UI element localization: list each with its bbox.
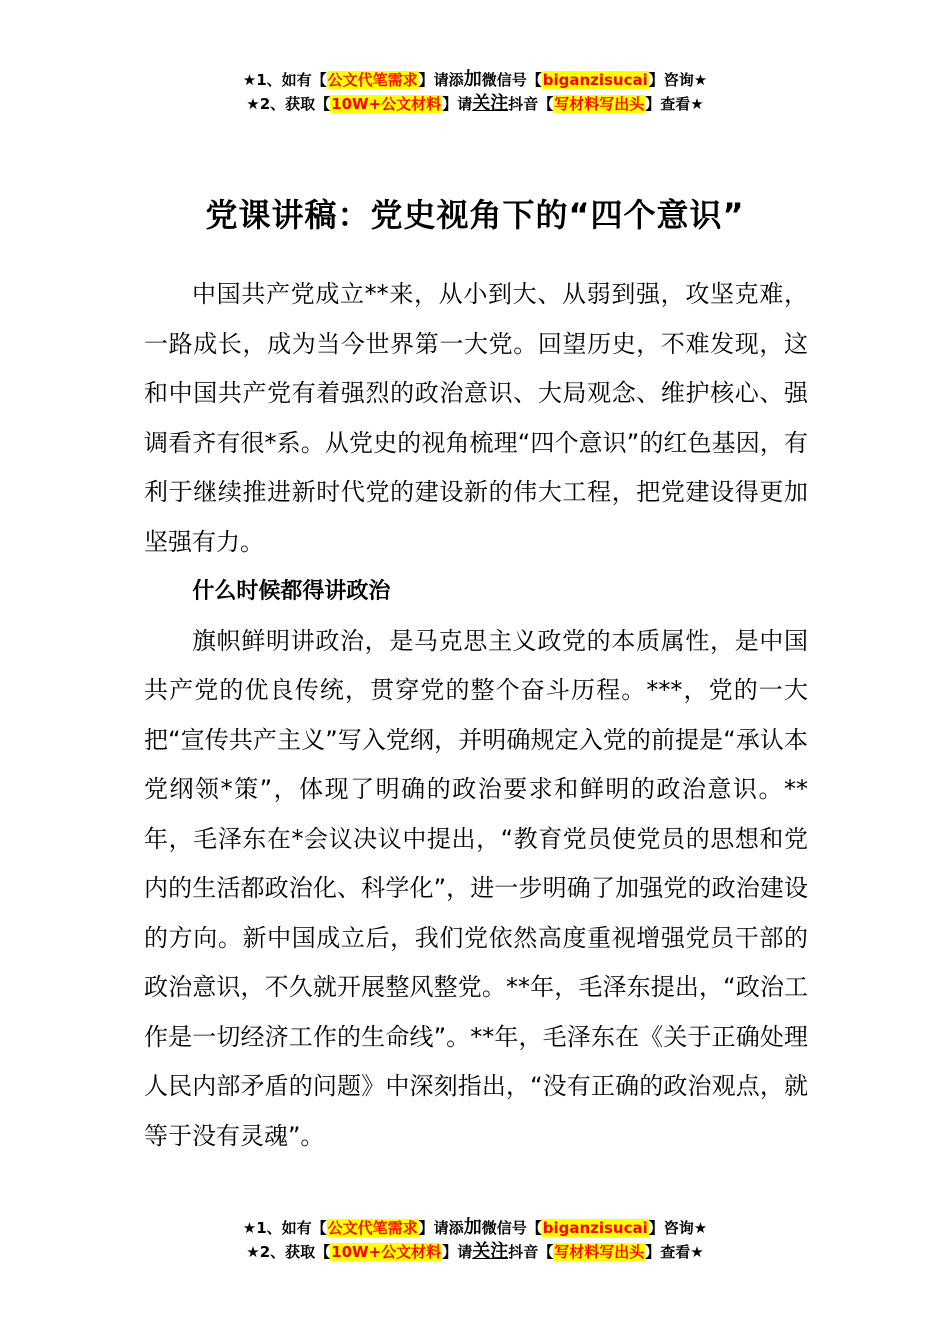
banner-line-1: ★1、如有【公文代笔需求】请添加微信号【biganzisucai】咨询★ (242, 69, 708, 90)
highlight-service: 公文代笔需求 (327, 71, 418, 89)
header-banner (0, 68, 950, 116)
banner-line-2: ★2、获取【10W+公文材料】请关注抖音【写材料写出头】查看★ (246, 93, 704, 114)
paragraph-intro: 中国共产党成立**来，从小到大、从弱到强，攻坚克难，一路成长，成为当今世界第一大党。回望历史，不难发现，这和中国共产党有着强烈的政治意识、大局观念、维护核心、强调看齐有很*系。从党史的视角梳理“四个意识”的红色基因，有利于继续推进新时代党的建设新的伟大工程，把党建设得更加坚强有力。 (144, 280, 808, 556)
section-heading: 什么时候都得讲政治 (192, 579, 391, 604)
banner-line-2: ★2、获取【10W+公文材料】请关注抖音【写材料写出头】查看★ (246, 1241, 704, 1262)
banner-line-1: ★1、如有【公文代笔需求】请添加微信号【biganzisucai】咨询★ (242, 1217, 708, 1238)
highlight-douyin-account: 写材料写出头 (554, 1243, 645, 1261)
highlight-douyin-account: 写材料写出头 (554, 95, 645, 113)
footer-banner (0, 1216, 950, 1264)
highlight-materials: 10W+公文材料 (331, 95, 442, 113)
highlight-wechat-id: biganzisucai (542, 71, 648, 89)
highlight-materials: 10W+公文材料 (331, 1243, 442, 1261)
paragraph-politics: 旗帜鲜明讲政治，是马克思主义政党的本质属性，是中国共产党的优良传统，贯穿党的整个奋斗历程。***，党的一大把“宣传共产主义”写入党纲，并明确规定入党的前提是“承认本党纲领*策”，体现了明确的政治要求和鲜明的政治意识。**年，毛泽东在*会议决议中提出，“教育党员使党员的思想和党内的生活都政治化、科学化”，进一步明确了加强党的政治建设的方向。新中国成立后，我们党依然高度重视增强党员干部的政治意识，不久就开展整风整党。**年，毛泽东提出，“政治工作是一切经济工作的生命线”。**年，毛泽东在《关于正确处理人民内部矛盾的问题》中深刻指出，“没有正确的政治观点，就等于没有灵魂”。 (144, 626, 808, 1150)
document-body (144, 270, 808, 1161)
highlight-service: 公文代笔需求 (327, 1219, 418, 1237)
document-title: 党课讲稿：党史视角下的“四个意识” (205, 196, 745, 235)
highlight-wechat-id: biganzisucai (542, 1219, 648, 1237)
